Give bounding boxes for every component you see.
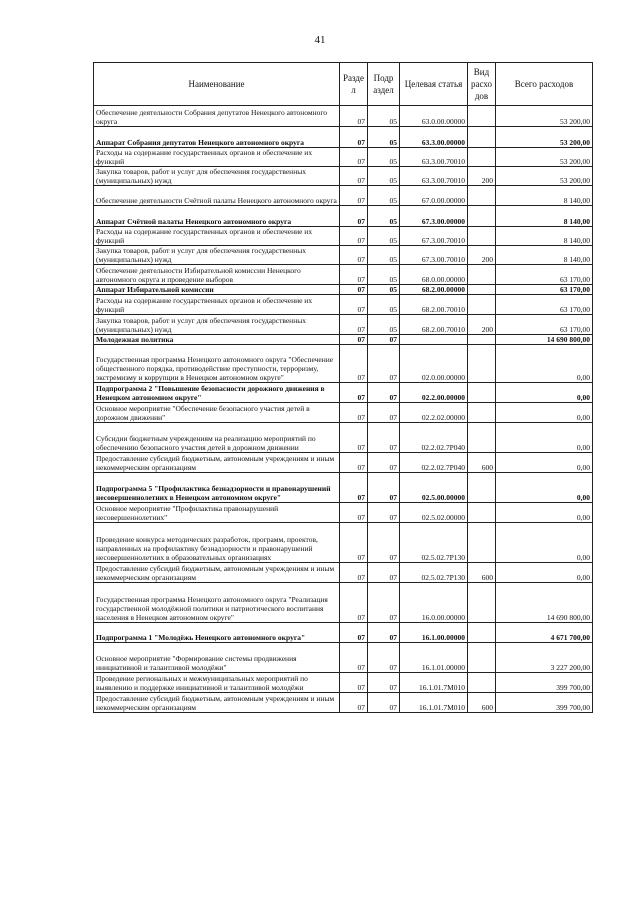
row-article: 16.1.01.00000	[400, 643, 468, 673]
row-razdel: 07	[340, 345, 368, 383]
row-article: 16.1.01.7М010	[400, 673, 468, 693]
row-vid	[468, 403, 496, 423]
row-name: Подпрограмма 1 "Молодёжь Ненецкого автономного округа"	[94, 623, 340, 643]
row-vid	[468, 265, 496, 285]
row-podrazdel: 05	[368, 246, 400, 265]
row-name: Предоставление субсидий бюджетным, автономным учреждениям и иным некоммерческим организациям	[94, 563, 340, 583]
row-podrazdel: 07	[368, 563, 400, 583]
row-podrazdel: 07	[368, 673, 400, 693]
row-vid	[468, 106, 496, 127]
row-vid	[468, 523, 496, 563]
row-name: Государственная программа Ненецкого автономного округа "Реализация государственной молодёжной политики и патриотического воспитания населения в Ненецком автономном округе"	[94, 583, 340, 623]
row-vid	[468, 583, 496, 623]
row-razdel: 07	[340, 148, 368, 167]
row-razdel: 07	[340, 186, 368, 206]
row-name: Государственная программа Ненецкого автономного округа "Обеспечение общественного порядка, противодействие преступности, терроризму, экстремизму и коррупции в Ненецком автономном округе"	[94, 345, 340, 383]
row-razdel: 07	[340, 285, 368, 295]
row-name: Закупка товаров, работ и услуг для обеспечения государственных (муниципальных) нужд	[94, 315, 340, 335]
row-name: Подпрограмма 2 "Повышение безопасности дорожного движения в Ненецком автономном округе"	[94, 383, 340, 403]
row-razdel: 07	[340, 106, 368, 127]
row-podrazdel: 05	[368, 127, 400, 148]
row-razdel: 07	[340, 583, 368, 623]
row-podrazdel: 07	[368, 403, 400, 423]
row-total: 3 227 200,00	[496, 643, 593, 673]
row-razdel: 07	[340, 563, 368, 583]
header-name: Наименование	[94, 63, 340, 106]
table-row	[94, 265, 593, 285]
row-razdel: 07	[340, 265, 368, 285]
row-vid: 600	[468, 563, 496, 583]
table-row	[94, 563, 593, 583]
row-name: Расходы на содержание государственных органов и обеспечение их функций	[94, 227, 340, 246]
table-row	[94, 453, 593, 473]
row-name: Проведение конкурса методических разработок, программ, проектов, направленных на профилактику безнадзорности и правонарушений несовершеннолетних в образовательных организациях	[94, 523, 340, 563]
row-name: Закупка товаров, работ и услуг для обеспечения государственных (муниципальных) нужд	[94, 246, 340, 265]
row-total: 8 140,00	[496, 246, 593, 265]
row-podrazdel: 07	[368, 693, 400, 713]
row-total: 0,00	[496, 473, 593, 503]
table-row	[94, 503, 593, 523]
table-row	[94, 583, 593, 623]
row-total: 399 700,00	[496, 673, 593, 693]
row-name: Предоставление субсидий бюджетным, автономным учреждениям и иным некоммерческим организациям	[94, 693, 340, 713]
row-name: Закупка товаров, работ и услуг для обеспечения государственных (муниципальных) нужд	[94, 167, 340, 186]
row-podrazdel: 05	[368, 227, 400, 246]
row-podrazdel: 07	[368, 453, 400, 473]
row-podrazdel: 05	[368, 206, 400, 227]
table-body	[94, 106, 593, 713]
row-vid	[468, 503, 496, 523]
row-article: 02.2.02.7Р040	[400, 423, 468, 453]
table-row	[94, 643, 593, 673]
row-vid: 200	[468, 246, 496, 265]
row-vid	[468, 127, 496, 148]
row-vid	[468, 345, 496, 383]
row-article: 68.0.00.00000	[400, 265, 468, 285]
header-vid: Вид расхо дов	[468, 63, 496, 106]
page-number: 41	[314, 34, 326, 46]
table-row	[94, 106, 593, 127]
row-name: Обеспечение деятельности Собрания депутатов Ненецкого автономного округа	[94, 106, 340, 127]
row-name: Обеспечение деятельности Избирательной комиссии Ненецкого автономного округа и проведение выборов	[94, 265, 340, 285]
row-razdel: 07	[340, 623, 368, 643]
row-vid: 200	[468, 315, 496, 335]
row-total: 399 700,00	[496, 693, 593, 713]
row-vid	[468, 186, 496, 206]
table-row	[94, 295, 593, 315]
row-article: 16.1.01.7М010	[400, 693, 468, 713]
table-row	[94, 345, 593, 383]
header-row	[94, 63, 593, 106]
row-total: 14 690 800,00	[496, 583, 593, 623]
row-name: Предоставление субсидий бюджетным, автономным учреждениям и иным некоммерческим организациям	[94, 453, 340, 473]
row-article: 16.1.00.00000	[400, 623, 468, 643]
row-total: 0,00	[496, 423, 593, 453]
row-article: 02.5.02.7Р130	[400, 563, 468, 583]
row-vid	[468, 227, 496, 246]
row-total: 0,00	[496, 453, 593, 473]
row-article: 63.3.00.00000	[400, 127, 468, 148]
table-row	[94, 285, 593, 295]
table-row	[94, 148, 593, 167]
row-total: 0,00	[496, 345, 593, 383]
row-vid	[468, 295, 496, 315]
row-article: 16.0.00.00000	[400, 583, 468, 623]
row-name: Расходы на содержание государственных органов и обеспечение их функций	[94, 295, 340, 315]
row-total: 0,00	[496, 503, 593, 523]
header-total: Всего расходов	[496, 63, 593, 106]
row-razdel: 07	[340, 403, 368, 423]
row-podrazdel: 07	[368, 335, 400, 345]
row-vid: 200	[468, 167, 496, 186]
row-vid	[468, 623, 496, 643]
row-name: Расходы на содержание государственных органов и обеспечение их функций	[94, 148, 340, 167]
row-razdel: 07	[340, 315, 368, 335]
row-total: 53 200,00	[496, 127, 593, 148]
row-total: 4 671 700,00	[496, 623, 593, 643]
row-razdel: 07	[340, 167, 368, 186]
row-podrazdel: 07	[368, 345, 400, 383]
row-total: 0,00	[496, 563, 593, 583]
row-total: 53 200,00	[496, 148, 593, 167]
row-name: Проведение региональных и межмуниципальных мероприятий по выявлению и поддержке инициативной и талантливой молодёжи	[94, 673, 340, 693]
table-row	[94, 673, 593, 693]
table-row	[94, 246, 593, 265]
row-article: 02.2.00.00000	[400, 383, 468, 403]
table-row	[94, 167, 593, 186]
row-vid	[468, 423, 496, 453]
row-total: 53 200,00	[496, 106, 593, 127]
row-razdel: 07	[340, 383, 368, 403]
row-total: 63 170,00	[496, 315, 593, 335]
table-row	[94, 693, 593, 713]
row-name: Молодежная политика	[94, 335, 340, 345]
row-vid	[468, 473, 496, 503]
header-podrazdel: Подр аздел	[368, 63, 400, 106]
row-total: 63 170,00	[496, 295, 593, 315]
row-name: Основное мероприятие "Обеспечение безопасного участия детей в дорожном движении"	[94, 403, 340, 423]
row-name: Субсидии бюджетным учреждениям на реализацию мероприятий по обеспечению безопасного участия детей в дорожном движении	[94, 423, 340, 453]
row-razdel: 07	[340, 423, 368, 453]
row-podrazdel: 07	[368, 583, 400, 623]
row-name: Аппарат Избирательной комиссии	[94, 285, 340, 295]
row-podrazdel: 07	[368, 623, 400, 643]
row-total: 63 170,00	[496, 285, 593, 295]
table-row	[94, 127, 593, 148]
table-row	[94, 623, 593, 643]
table-row	[94, 186, 593, 206]
table-row	[94, 383, 593, 403]
table-row	[94, 227, 593, 246]
row-article: 67.3.00.70010	[400, 246, 468, 265]
row-vid	[468, 206, 496, 227]
row-razdel: 07	[340, 246, 368, 265]
table-row	[94, 315, 593, 335]
row-total: 0,00	[496, 403, 593, 423]
row-podrazdel: 07	[368, 643, 400, 673]
row-article: 68.2.00.00000	[400, 285, 468, 295]
row-article: 63.3.00.70010	[400, 167, 468, 186]
row-vid: 600	[468, 453, 496, 473]
row-razdel: 07	[340, 523, 368, 563]
row-razdel: 07	[340, 295, 368, 315]
row-podrazdel: 07	[368, 383, 400, 403]
row-article	[400, 335, 468, 345]
row-vid	[468, 673, 496, 693]
row-razdel: 07	[340, 335, 368, 345]
row-article: 67.3.00.00000	[400, 206, 468, 227]
budget-table	[93, 62, 593, 713]
row-vid	[468, 285, 496, 295]
row-podrazdel: 05	[368, 148, 400, 167]
row-article: 02.0.00.00000	[400, 345, 468, 383]
row-total: 8 140,00	[496, 227, 593, 246]
row-total: 0,00	[496, 383, 593, 403]
row-article: 63.0.00.00000	[400, 106, 468, 127]
row-podrazdel: 05	[368, 295, 400, 315]
row-vid	[468, 335, 496, 345]
row-name: Основное мероприятие "Формирование системы продвижения инициативной и талантливой молодёжи"	[94, 643, 340, 673]
row-razdel: 07	[340, 127, 368, 148]
row-razdel: 07	[340, 473, 368, 503]
row-vid	[468, 148, 496, 167]
row-podrazdel: 05	[368, 315, 400, 335]
row-article: 67.3.00.70010	[400, 227, 468, 246]
row-podrazdel: 07	[368, 523, 400, 563]
row-article: 67.0.00.00000	[400, 186, 468, 206]
row-name: Подпрограмма 5 "Профилактика безнадзорности и правонарушений несовершеннолетних в Ненецком автономном округе"	[94, 473, 340, 503]
table-row	[94, 473, 593, 503]
table-row	[94, 403, 593, 423]
row-razdel: 07	[340, 227, 368, 246]
row-total: 0,00	[496, 523, 593, 563]
row-article: 02.5.00.00000	[400, 473, 468, 503]
table-row	[94, 206, 593, 227]
row-podrazdel: 05	[368, 167, 400, 186]
row-name: Обеспечение деятельности Счётной палаты Ненецкого автономного округа	[94, 186, 340, 206]
row-total: 53 200,00	[496, 167, 593, 186]
row-article: 02.2.02.7Р040	[400, 453, 468, 473]
row-podrazdel: 07	[368, 473, 400, 503]
header-razdel: Разде л	[340, 63, 368, 106]
row-article: 02.5.02.00000	[400, 503, 468, 523]
row-name: Аппарат Счётной палаты Ненецкого автономного округа	[94, 206, 340, 227]
row-razdel: 07	[340, 673, 368, 693]
row-razdel: 07	[340, 503, 368, 523]
row-podrazdel: 05	[368, 186, 400, 206]
row-razdel: 07	[340, 643, 368, 673]
row-razdel: 07	[340, 693, 368, 713]
table-row	[94, 423, 593, 453]
row-article: 68.2.00.70010	[400, 295, 468, 315]
row-podrazdel: 05	[368, 265, 400, 285]
row-total: 63 170,00	[496, 265, 593, 285]
row-name: Основное мероприятие "Профилактика правонарушений несовершеннолетних"	[94, 503, 340, 523]
row-podrazdel: 05	[368, 285, 400, 295]
row-vid	[468, 383, 496, 403]
table-row	[94, 335, 593, 345]
row-name: Аппарат Собрания депутатов Ненецкого автономного округа	[94, 127, 340, 148]
row-total: 8 140,00	[496, 206, 593, 227]
row-razdel: 07	[340, 453, 368, 473]
row-podrazdel: 07	[368, 503, 400, 523]
row-razdel: 07	[340, 206, 368, 227]
row-article: 02.5.02.7Р130	[400, 523, 468, 563]
row-article: 63.3.00.70010	[400, 148, 468, 167]
row-podrazdel: 07	[368, 423, 400, 453]
row-total: 8 140,00	[496, 186, 593, 206]
row-podrazdel: 05	[368, 106, 400, 127]
row-article: 02.2.02.00000	[400, 403, 468, 423]
row-vid: 600	[468, 693, 496, 713]
header-article: Целевая статья	[400, 63, 468, 106]
row-vid	[468, 643, 496, 673]
row-total: 14 690 800,00	[496, 335, 593, 345]
table-row	[94, 523, 593, 563]
row-article: 68.2.00.70010	[400, 315, 468, 335]
